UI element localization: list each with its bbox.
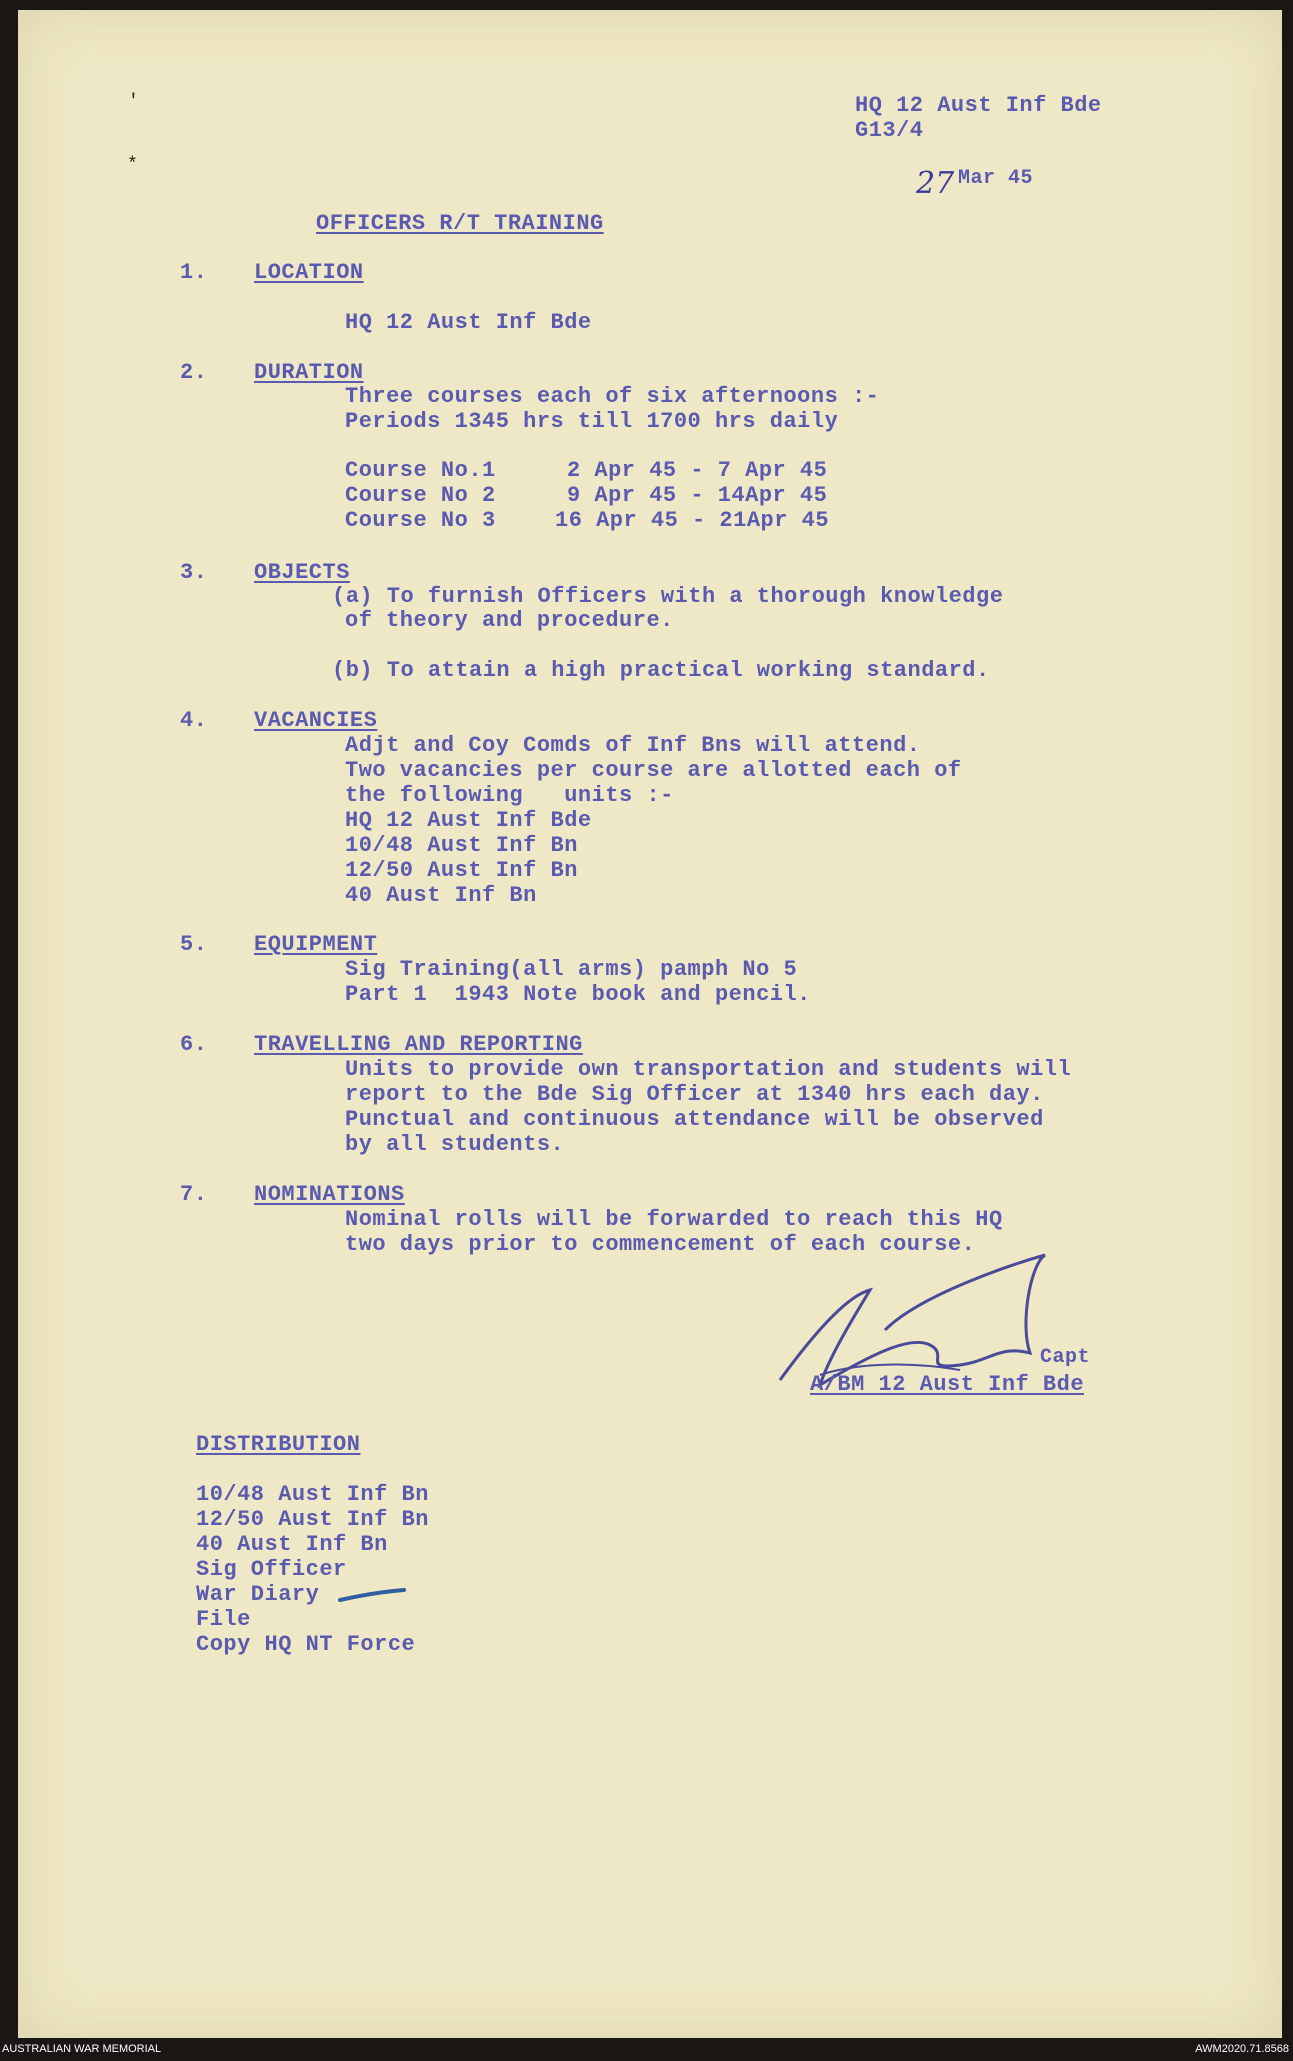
section-text: Punctual and continuous attendance will be observed [345, 1107, 1044, 1132]
section-text: two days prior to commencement of each course. [345, 1232, 976, 1257]
section-text: Sig Training(all arms) pamph No 5 [345, 957, 798, 982]
course-dates: 2 Apr 45 - 7 Apr 45 [567, 458, 828, 483]
section-number: 2. [180, 360, 208, 385]
header-unit: HQ 12 Aust Inf Bde [855, 93, 1102, 118]
section-number: 5. [180, 932, 208, 957]
section-text: Three courses each of six afternoons :- [345, 384, 880, 409]
section-number: 4. [180, 708, 208, 733]
section-text: HQ 12 Aust Inf Bde [345, 310, 592, 335]
distribution-item: 40 Aust Inf Bn [196, 1532, 388, 1557]
section-heading-equipment: EQUIPMENT [254, 932, 378, 957]
section-text: 10/48 Aust Inf Bn [345, 833, 578, 858]
section-text: Adjt and Coy Comds of Inf Bns will attend. [345, 733, 921, 758]
distribution-item: 12/50 Aust Inf Bn [196, 1507, 429, 1532]
section-text: Periods 1345 hrs till 1700 hrs daily [345, 409, 839, 434]
pencil-tick-mark [338, 1588, 408, 1604]
section-heading-objects: OBJECTS [254, 560, 350, 585]
section-text: HQ 12 Aust Inf Bde [345, 808, 592, 833]
section-text: report to the Bde Sig Officer at 1340 hrs each day. [345, 1082, 1044, 1107]
distribution-item: File [196, 1607, 251, 1632]
section-number: 6. [180, 1032, 208, 1057]
distribution-item: 10/48 Aust Inf Bn [196, 1482, 429, 1507]
section-text: (b) To attain a high practical working standard. [332, 658, 990, 683]
document-page [18, 10, 1282, 2038]
footer-archive-name: AUSTRALIAN WAR MEMORIAL [2, 2043, 162, 2055]
distribution-heading: DISTRIBUTION [196, 1432, 361, 1457]
section-heading-location: LOCATION [254, 260, 364, 285]
header-date: Mar 45 [958, 167, 1034, 190]
margin-mark: ' [128, 92, 139, 112]
course-dates: 16 Apr 45 - 21Apr 45 [555, 508, 830, 533]
course-name: Course No 3 [345, 508, 496, 533]
section-text: (a) To furnish Officers with a thorough knowledge [332, 584, 1004, 609]
course-name: Course No.1 [345, 458, 496, 483]
section-number: 1. [180, 260, 208, 285]
section-text: Two vacancies per course are allotted each of [345, 758, 962, 783]
section-text: Units to provide own transportation and students will [345, 1057, 1072, 1082]
section-heading-vacancies: VACANCIES [254, 708, 378, 733]
section-number: 3. [180, 560, 208, 585]
section-text: 40 Aust Inf Bn [345, 883, 537, 908]
handwritten-date-day: 27 [916, 166, 955, 201]
course-dates: 9 Apr 45 - 14Apr 45 [567, 483, 828, 508]
distribution-item: Sig Officer [196, 1557, 347, 1582]
section-text: Part 1 1943 Note book and pencil. [345, 982, 811, 1007]
section-text: 12/50 Aust Inf Bn [345, 858, 578, 883]
distribution-item: Copy HQ NT Force [196, 1632, 416, 1657]
document-title: OFFICERS R/T TRAINING [316, 211, 604, 236]
section-text: of theory and procedure. [345, 608, 674, 633]
section-text: Nominal rolls will be forwarded to reach this HQ [345, 1207, 1003, 1232]
signature-rank: Capt [1040, 1346, 1091, 1369]
distribution-item: War Diary [196, 1582, 320, 1607]
course-name: Course No 2 [345, 483, 496, 508]
section-heading-nominations: NOMINATIONS [254, 1182, 405, 1207]
signature-appointment: A/BM 12 Aust Inf Bde [810, 1372, 1085, 1397]
footer-accession-number: AWM2020.71.8568 [1195, 2043, 1289, 2055]
margin-mark: * [127, 155, 138, 175]
section-text: the following units :- [345, 783, 674, 808]
section-heading-travelling: TRAVELLING AND REPORTING [254, 1032, 583, 1057]
section-text: by all students. [345, 1132, 565, 1157]
section-number: 7. [180, 1182, 208, 1207]
header-ref: G13/4 [855, 118, 924, 143]
section-heading-duration: DURATION [254, 360, 364, 385]
